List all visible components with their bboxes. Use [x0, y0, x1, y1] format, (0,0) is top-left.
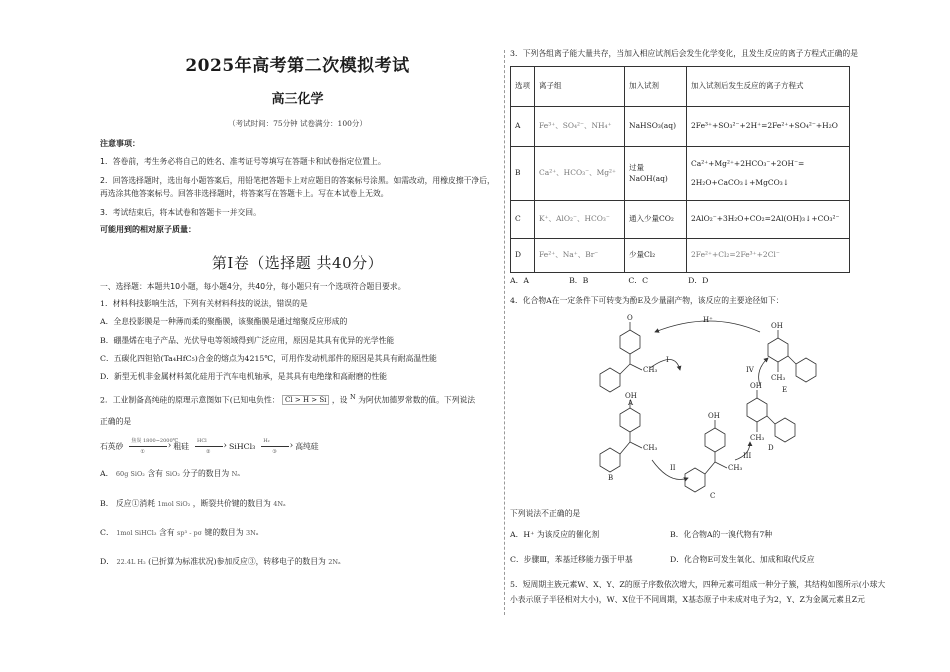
col-header-equation: 加入试剂后发生反应的离子方程式 — [687, 67, 850, 107]
label-a-oxygen: O — [627, 313, 633, 322]
q2-na-symbol: N — [349, 392, 356, 401]
q2-c-label: C． — [100, 527, 114, 537]
flow-arrow-1-num: ① — [140, 448, 145, 455]
q2-option-d — [100, 556, 495, 567]
row-reagent: 过量NaOH(aq) — [625, 147, 687, 201]
q2-option-b — [100, 498, 495, 509]
label-b-name: B — [608, 473, 614, 482]
q1-option-c: C．五碳化四钽铪(Ta₄HfC₅)合金的熔点为4215℃，可用作发动机部件的原因是其具有耐高温性能 — [100, 354, 437, 364]
flow-arrow-1-label: 焦炭 1800~2000℃ — [131, 437, 179, 444]
q3-answer-c: C．C — [628, 276, 649, 286]
label-d-methyl: CH₃ — [750, 433, 765, 442]
q2-option-a — [100, 468, 495, 479]
col-header-option: 选项 — [511, 67, 535, 107]
q2-stem-a: 2．工业制备高纯硅的原理示意图如下(已知电负性： — [100, 395, 280, 405]
label-c-methyl: CH₃ — [728, 463, 743, 472]
q2-b-label: B． — [100, 498, 114, 508]
q3-answer-a: A．A — [510, 276, 530, 286]
atomic-mass-heading: 可能用到的相对原子质量： — [100, 224, 196, 234]
flow-end: 高纯硅 — [295, 441, 319, 451]
row-equation — [687, 201, 850, 239]
q2-a-post: 分子的数目为 — [182, 469, 230, 479]
q2-c-tail: 3Nₐ — [246, 528, 259, 537]
exam-title: 2025年高考第二次模拟考试 — [185, 56, 410, 76]
label-a-methyl: CH₃ — [643, 365, 658, 374]
row-equation — [687, 147, 850, 201]
q2-d-tail: 2Nₐ — [328, 558, 341, 567]
q2-c-post: 键的数目为 — [204, 527, 244, 537]
q1-option-d: D．新型无机非金属材料氮化硅用于汽车电机轴承，是其具有电绝缘和高耐磨的性能 — [100, 372, 387, 382]
row-equation — [687, 239, 850, 273]
label-b-hydroxyl: OH — [625, 391, 637, 400]
table-row — [511, 201, 850, 239]
mechanism-svg — [510, 310, 890, 500]
q4-options — [510, 529, 890, 566]
flow-start: 石英砂 — [100, 441, 124, 451]
section-title: 第Ⅰ卷（选择题 共40分） — [211, 254, 384, 273]
label-e-hydroxyl: OH — [771, 321, 783, 330]
q4-option-c: C．步骤Ⅲ，苯基迁移能力强于甲基 — [510, 555, 633, 565]
compound-b-structure — [600, 400, 642, 472]
row-equation-line: 2Fe²⁺+Cl₂=2Fe³⁺+2Cl⁻ — [691, 250, 780, 260]
row-ions: Ca²⁺、HCO₃⁻、Mg²⁺ — [535, 147, 625, 201]
q2-d-label: D． — [100, 557, 115, 567]
q2-c-pre: 1mol SiHCl₃ — [116, 528, 157, 537]
arrow-step-4 — [759, 358, 768, 385]
q4-option-b: B．化合物A的一溴代物有7种 — [670, 530, 773, 540]
q2-d-mid: (已折算为标准状况)参加反应③，转移电子的数目为 — [148, 557, 326, 567]
q2-a-mid: 含有 — [147, 469, 163, 479]
ion-table-header — [511, 67, 850, 107]
label-d-name: D — [768, 443, 774, 452]
row-option: C — [511, 201, 535, 239]
label-a-name: A — [628, 398, 634, 407]
q2-b-post: 4Nₐ — [273, 499, 286, 508]
row-reagent: 少量Cl₂ — [625, 239, 687, 273]
flow-arrow-2-num: ② — [205, 448, 211, 455]
row-reagent: NaHSO₃(aq) — [625, 107, 687, 147]
notice-item: 1．答卷前，考生务必将自己的姓名、准考证号等填写在答题卡和试卷指定位置上。 — [100, 156, 386, 166]
flow-arrow-3 — [261, 437, 289, 455]
label-e-methyl: CH₃ — [771, 373, 786, 382]
row-reagent: 通入少量CO₂ — [625, 201, 687, 239]
reaction-mechanism-diagram — [510, 310, 890, 500]
question-4-stem: 4．化合物A在一定条件下可转变为酚E及少量副产物，该反应的主要途径如下： — [510, 295, 784, 305]
col-header-reagent: 加入试剂 — [625, 67, 687, 107]
row-equation-line: 2Fe³⁺+SO₃²⁻+2H⁺=2Fe²⁺+SO₄²⁻+H₂O — [691, 121, 838, 131]
right-column — [510, 48, 890, 607]
row-option: A — [511, 107, 535, 147]
label-c-hydroxyl: OH — [708, 411, 720, 420]
question-1-stem: 1．材料科技影响生活，下列有关材料科技的说法，错误的是 — [100, 299, 308, 309]
question-2-stem — [100, 393, 495, 406]
q2-c-mid: 含有 — [158, 527, 175, 537]
q2-electronegativity: Cl > H > Si — [282, 395, 329, 405]
q2-d-pre: 22.4L H₂ — [116, 558, 146, 567]
flow-mid-1: 粗硅 — [173, 441, 189, 451]
row-equation-line: 2AlO₂⁻+3H₂O+CO₂=2Al(OH)₃↓+CO₃²⁻ — [691, 214, 840, 224]
ion-table — [510, 66, 850, 273]
q2-b-pre: 反应①消耗 — [116, 498, 155, 508]
row-equation-line: 2H₂O+CaCO₃↓+MgCO₃↓ — [691, 177, 790, 187]
label-d-hydroxyl: OH — [750, 381, 762, 390]
q2-a-label: A． — [100, 469, 114, 479]
q4-question: 下列说法不正确的是 — [510, 508, 581, 518]
q2-stem-c: ，设 — [331, 395, 348, 405]
compound-c-structure — [685, 420, 727, 492]
q1-option-b: B．硼墨烯在电子产品、光伏导电等领域得到广泛应用，原因是其具有优异的光学性能 — [100, 335, 395, 345]
q3-answer-d: D．D — [688, 276, 709, 286]
q2-a-tail: Nₐ — [231, 470, 240, 479]
label-step-i: I — [666, 355, 669, 364]
q3-answer-b: B．B — [569, 276, 589, 286]
label-step-iv: IV — [746, 365, 754, 374]
label-c-name: C — [710, 491, 716, 500]
q2-a-chem: SiO₂ — [165, 470, 180, 479]
section-instruction: 一、选择题：本题共10小题，每小题4分，共40分，每小题只有一个选项符合题目要求。 — [100, 281, 406, 291]
table-row — [511, 147, 850, 201]
label-catalyst: H⁺ — [703, 315, 713, 324]
q2-c-chem: sp³ - pσ — [177, 528, 203, 537]
q4-option-a: A．H⁺ 为该反应的催化剂 — [510, 530, 600, 540]
q3-answer-row — [510, 275, 890, 286]
flow-mid-2: SiHCl₃ — [228, 441, 256, 451]
notice-heading: 注意事项： — [100, 139, 140, 149]
question-3-stem: 3．下列各组离子能大量共存，当加入相应试剂后会发生化学变化，且发生反应的离子方程式正确的是 — [510, 49, 859, 58]
q4-option-d: D．化合物E可发生氧化、加成和取代反应 — [670, 555, 815, 565]
flow-arrow-3-num: ③ — [272, 448, 277, 455]
q2-a-pre: 60g SiO₂ — [115, 470, 145, 479]
row-ions: K⁺、AlO₂⁻、HCO₃⁻ — [535, 201, 625, 239]
table-row — [511, 239, 850, 273]
flow-arrow-1 — [129, 437, 179, 455]
row-ions: Fe²⁺、Na⁺、Br⁻ — [535, 239, 625, 273]
left-column — [100, 48, 495, 568]
compound-a-structure — [600, 322, 642, 392]
q2-option-c — [100, 527, 495, 538]
notice-item: 3．考试结束后，将本试卷和答题卡一并交回。 — [100, 207, 261, 217]
q2-b-chem: ，断裂共价键的数目为 — [192, 498, 271, 508]
label-e-name: E — [782, 385, 788, 394]
flow-arrow-2-label: HCl — [196, 437, 207, 444]
label-step-iii: III — [743, 451, 752, 460]
flow-arrow-3-label: H₂ — [263, 437, 270, 444]
notice-item: 2．回答选择题时，选出每小题答案后，用铅笔把答题卡上对应题目的答案标号涂黑。如需改动，用橡皮擦干净后，再选涂其他答案标号。回答非选择题时，将答案写在答题卡上。写在本试卷上无效。 — [100, 175, 495, 199]
label-b-methyl: CH₃ — [643, 443, 658, 452]
silicon-flow-diagram — [100, 437, 495, 455]
table-row — [511, 107, 850, 147]
exam-subtitle: 高三化学 — [271, 91, 324, 107]
question-5-stem: 5．短周期主族元素W、X、Y、Z的原子序数依次增大，四种元素可组成一种分子簇，其结构如图所示(小球大小表示原子半径相对大小)，W、X位于不同周期，X基态原子中未成对电子为2，Y、Z为金属元素且Z元 — [510, 579, 886, 604]
row-option: D — [511, 239, 535, 273]
row-option: B — [511, 147, 535, 201]
col-header-ions: 离子组 — [535, 67, 625, 107]
q1-option-a: A．全息投影膜是一种薄而柔的聚酯膜，该聚酯膜是通过缩聚反应形成的 — [100, 317, 348, 327]
column-divider — [504, 50, 505, 615]
row-ions: Fe³⁺、SO₄²⁻、NH₄⁺ — [535, 107, 625, 147]
q2-stem-e: 为阿伏加德罗常数的值。下列说法 — [358, 395, 476, 405]
row-equation — [687, 107, 850, 147]
exam-info: （考试时间：75分钟 试卷满分：100分） — [228, 119, 367, 129]
q2-b-mid: 1mol SiO₂ — [157, 499, 191, 508]
row-equation-line: Ca²⁺+Mg²⁺+2HCO₃⁻+2OH⁻= — [691, 158, 805, 168]
flow-arrow-2 — [195, 437, 223, 455]
label-step-ii: II — [670, 463, 676, 472]
q2-stem-f: 正确的是 — [100, 416, 132, 426]
